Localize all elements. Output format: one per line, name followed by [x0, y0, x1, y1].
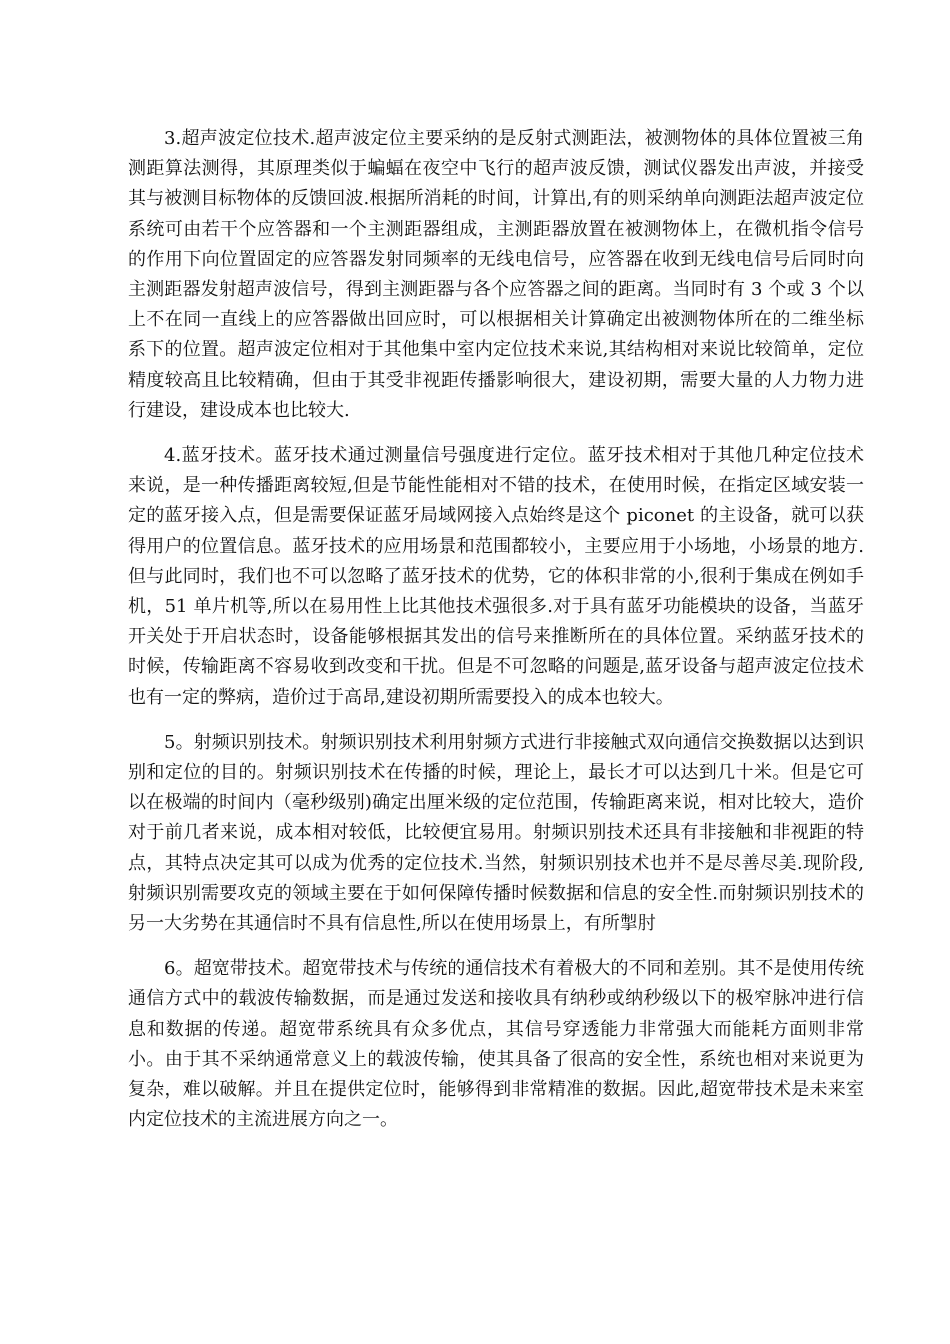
paragraph-rfid: 5。射频识别技术。射频识别技术利用射频方式进行非接触式双向通信交换数据以达到识别和定位的目的。射频识别技术在传播的时候，理论上，最长才可以达到几十米。但是它可以在极端的时间内（毫秒级别)确定出厘米级的定位范围，传输距离来说，相对比较大，造价对于前几者来说，成本相对较低，比较便宜易用。射频识别技术还具有非接触和非视距的特点，其特点决定其可以成为优秀的定位技术.当然，射频识别技术也并不是尽善尽美.现阶段,射频识别需要攻克的领域主要在于如何保障传播时候数据和信息的安全性.而射频识别技术的另一大劣势在其通信时不具有信息性,所以在使用场景上，有所掣肘 [128, 731, 864, 935]
paragraph-ultrasonic-positioning: 3.超声波定位技术.超声波定位主要采纳的是反射式测距法，被测物体的具体位置被三角测距算法测得，其原理类似于蝙蝠在夜空中飞行的超声波反馈，测试仪器发出声波，并接受其与被测目标物体的反馈回波.根据所消耗的时间，计算出,有的则采纳单向测距法超声波定位系统可由若干个应答器和一个主测距器组成，主测距器放置在被测物体上，在微机指令信号的作用下向位置固定的应答器发射同频率的无线电信号，应答器在收到无线电信号后同时向主测距器发射超声波信号，得到主测距器与各个应答器之间的距离。当同时有 3 个或 3 个以上不在同一直线上的应答器做出回应时，可以根据相关计算确定出被测物体所在的二维坐标系下的位置。超声波定位相对于其他集中室内定位技术来说,其结构相对来说比较简单，定位精度较高且比较精确，但由于其受非视距传播影响很大，建设初期，需要大量的人力物力进行建设，建设成本也比较大. [128, 128, 864, 421]
paragraph-ultra-wideband: 6。超宽带技术。超宽带技术与传统的通信技术有着极大的不同和差别。其不是使用传统通信方式中的载波传输数据，而是通过发送和接收具有纳秒或纳秒级以下的极窄脉冲进行信息和数据的传递。超宽带系统具有众多优点，其信号穿透能力非常强大而能耗方面则非常小。由于其不采纳通常意义上的载波传输，使其具备了很高的安全性，系统也相对来说更为复杂，难以破解。并且在提供定位时，能够得到非常精准的数据。因此,超宽带技术是未来室内定位技术的主流进展方向之一。 [128, 958, 864, 1131]
document-body [128, 124, 864, 1151]
paragraph-bluetooth: 4.蓝牙技术。蓝牙技术通过测量信号强度进行定位。蓝牙技术相对于其他几种定位技术来说，是一种传播距离较短,但是节能性能相对不错的技术，在使用时候，在指定区域安装一定的蓝牙接入点，但是需要保证蓝牙局域网接入点始终是这个 piconet 的主设备，就可以获得用户的位置信息。蓝牙技术的应用场景和范围都较小，主要应用于小场地，小场景的地方.但与此同时，我们也不可以忽略了蓝牙技术的优势，它的体积非常的小,很利于集成在例如手机，51 单片机等,所以在易用性上比其他技术强很多.对于具有蓝牙功能模块的设备，当蓝牙开关处于开启状态时，设备能够根据其发出的信号来推断所在的具体位置。采纳蓝牙技术的时候，传输距离不容易收到改变和干扰。但是不可忽略的问题是,蓝牙设备与超声波定位技术也有一定的弊病，造价过于高昂,建设初期所需要投入的成本也较大。 [128, 445, 864, 708]
